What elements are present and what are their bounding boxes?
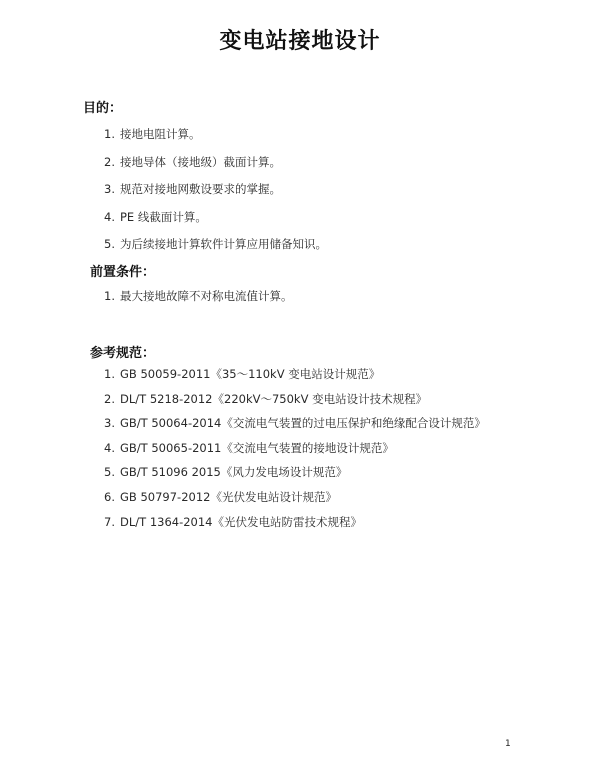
reference-item (104, 441, 486, 455)
purpose-heading: 目的： (83, 101, 123, 116)
reference-item (104, 416, 486, 430)
item-number: 5. (104, 465, 115, 480)
item-text: 规范对接地网敷设要求的掌握。 (120, 182, 281, 196)
item-text: DL/T 1364-2014《光伏发电站防雷技术规程》 (120, 514, 362, 529)
item-number: 4. (104, 209, 115, 224)
item-number: 3. (104, 416, 115, 431)
reference-item (104, 392, 486, 406)
purpose-item (104, 182, 327, 196)
reference-item (104, 515, 486, 529)
item-number: 1. (104, 367, 115, 381)
item-text: 为后续接地计算软件计算应用储备知识。 (120, 237, 327, 251)
item-number: 6. (104, 489, 115, 504)
preconditions-list (104, 289, 293, 303)
item-text: PE 线截面计算。 (120, 209, 207, 224)
purpose-item (104, 210, 327, 224)
preconditions-heading: 前置条件： (90, 265, 156, 280)
reference-item (104, 465, 486, 479)
item-number: 4. (104, 440, 115, 455)
item-text: DL/T 5218-2012《220kV～750kV 变电站设计技术规程》 (120, 391, 428, 406)
item-text: 接地导体（接地级）截面计算。 (120, 154, 281, 169)
item-number: 5. (104, 237, 115, 251)
purpose-item (104, 155, 327, 169)
precondition-item (104, 289, 293, 303)
item-text: GB/T 51096 2015《风力发电场设计规范》 (120, 465, 348, 480)
reference-item (104, 367, 486, 381)
item-text: GB 50797-2012《光伏发电站设计规范》 (120, 489, 337, 504)
item-number: 2. (104, 154, 115, 169)
item-number: 7. (104, 514, 115, 529)
purpose-list (104, 127, 327, 265)
page-number: 1 (505, 739, 511, 749)
item-text: GB/T 50064-2014《交流电气装置的过电压保护和绝缘配合设计规范》 (120, 416, 486, 431)
item-text: 接地电阻计算。 (120, 127, 201, 141)
item-text: GB 50059-2011《35～110kV 变电站设计规范》 (120, 367, 381, 381)
references-heading: 参考规范： (90, 346, 156, 361)
item-text: 最大接地故障不对称电流值计算。 (120, 289, 293, 303)
references-list (104, 367, 486, 539)
reference-item (104, 490, 486, 504)
purpose-item (104, 127, 327, 141)
item-number: 2. (104, 391, 115, 406)
item-text: GB/T 50065-2011《交流电气装置的接地设计规范》 (120, 440, 394, 455)
item-number: 3. (104, 182, 115, 196)
item-number: 1. (104, 289, 115, 303)
page-title: 变电站接地设计 (219, 29, 381, 54)
item-number: 1. (104, 127, 115, 141)
purpose-item (104, 237, 327, 251)
